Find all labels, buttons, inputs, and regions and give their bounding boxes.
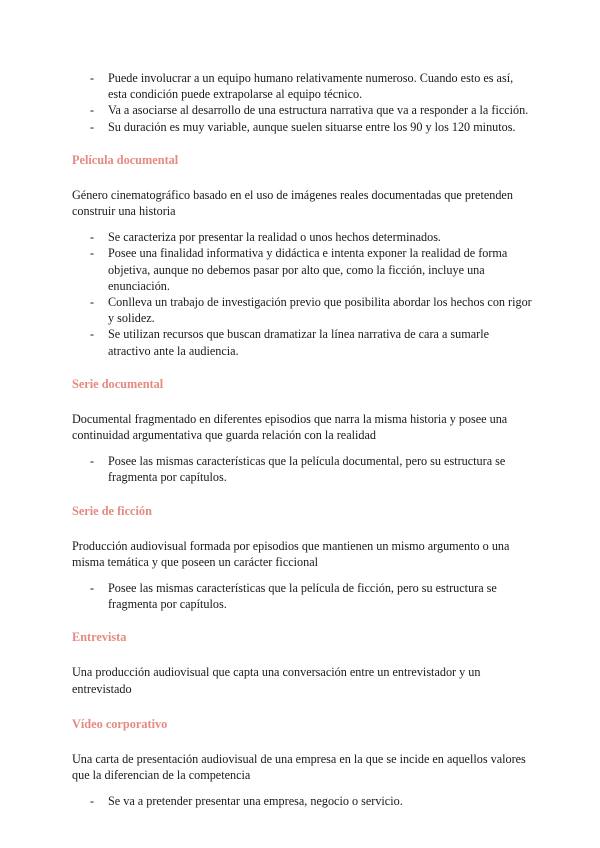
dash-bullet-icon: -: [90, 103, 95, 118]
section-bullet-list: [72, 453, 532, 485]
list-item: - Se va a pretender presentar una empresa, negocio o servicio.: [90, 794, 403, 809]
list-item: - Su duración es muy variable, aunque suelen situarse entre los 90 y los 120 minutos.: [90, 119, 516, 134]
section-heading-serie-documental: Serie documental: [72, 376, 164, 391]
list-item: - Puede involucrar a un equipo humano relativamente numeroso. Cuando esto es así, esta condición puede extrapolarse al equipo técnico.: [90, 71, 514, 102]
dash-bullet-icon: -: [90, 71, 95, 85]
section-paragraph: Una producción audiovisual que capta una conversación entre un entrevistador y un entrevistado: [72, 665, 481, 696]
dash-bullet-icon: -: [90, 454, 95, 469]
section-paragraph: Documental fragmentado en diferentes episodios que narra la misma historia y posee una continuidad argumentativa que guarda relación con la realidad: [72, 411, 508, 443]
dash-bullet-icon: -: [90, 295, 95, 310]
section-heading-entrevista: Entrevista: [72, 630, 127, 645]
dash-bullet-icon: -: [90, 246, 95, 261]
list-item: - Va a asociarse al desarrollo de una estructura narrativa que va a responder a la ficción.: [90, 103, 529, 118]
section-heading-video-corporativo: Vídeo corporativo: [72, 716, 168, 731]
list-item: - Posee una finalidad informativa y didáctica e intenta exponer la realidad de forma objetiva, aunque no debemos pasar por alto que, como la ficción, incluye una enunciación.: [90, 246, 508, 293]
dash-bullet-icon: -: [90, 119, 95, 134]
section-heading-serie-de-ficcion: Serie de ficción: [72, 503, 152, 518]
dash-bullet-icon: -: [90, 794, 95, 809]
section-bullet-list: [72, 229, 532, 359]
list-item: - Conlleva un trabajo de investigación previo que posibilita abordar los hechos con rigor y solidez.: [90, 295, 532, 326]
section-paragraph: Producción audiovisual formada por episodios que mantienen un mismo argumento o una misma temática y que poseen un carácter ficcional: [72, 538, 510, 569]
list-item: - Posee las mismas características que la película de ficción, pero su estructura se fragmenta por capítulos.: [90, 581, 497, 612]
section-bullet-list: [72, 793, 532, 809]
section-bullet-list: [72, 580, 532, 612]
section-paragraph: Género cinematográfico basado en el uso de imágenes reales documentadas que pretenden construir una historia: [72, 187, 513, 219]
intro-bullet-list: [72, 70, 532, 135]
dash-bullet-icon: -: [90, 230, 95, 245]
list-item: - Se caracteriza por presentar la realidad o unos hechos determinados.: [90, 230, 441, 245]
dash-bullet-icon: -: [90, 327, 95, 342]
list-item: - Posee las mismas características que la película documental, pero su estructura se fragmenta por capítulos.: [90, 454, 506, 485]
section-heading-pelicula-documental: Película documental: [72, 152, 179, 167]
dash-bullet-icon: -: [90, 581, 95, 596]
page-content: [72, 70, 532, 817]
section-paragraph: Una carta de presentación audiovisual de una empresa en la que se incide en aquellos valores que la diferencian de la competencia: [72, 751, 526, 783]
list-item: - Se utilizan recursos que buscan dramatizar la línea narrativa de cara a sumarle atractivo ante la audiencia.: [90, 327, 490, 358]
